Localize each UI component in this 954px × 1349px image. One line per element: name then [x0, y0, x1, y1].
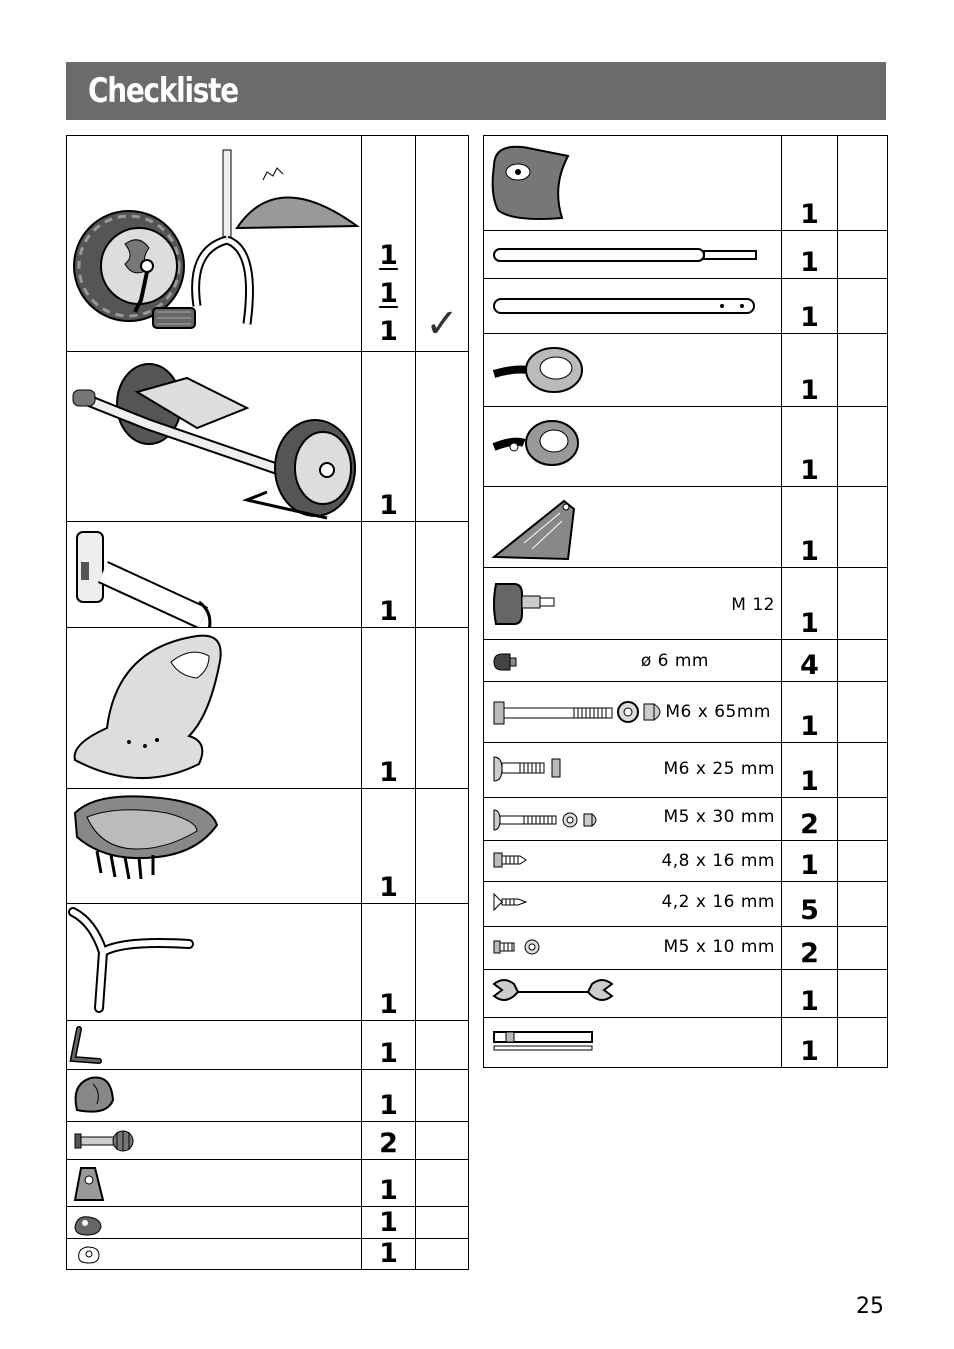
check-cell[interactable] — [416, 1207, 469, 1239]
quantity-value: 1 — [379, 1090, 398, 1121]
quantity-value: 1 — [379, 1175, 398, 1206]
table-row — [67, 1207, 469, 1239]
wheel-fork-pedal-fender-icon — [67, 136, 362, 352]
quantity-cell — [782, 682, 838, 743]
mudguard-cap-icon — [484, 136, 782, 231]
frame-tube-icon — [67, 522, 362, 628]
quantity-cell — [782, 640, 838, 682]
checklist-table-left — [66, 135, 469, 1270]
table-row — [484, 927, 888, 970]
check-cell[interactable] — [416, 522, 469, 628]
quantity-cell — [362, 1160, 416, 1207]
nut-cover-icon — [67, 1160, 362, 1207]
seat-icon — [67, 628, 362, 789]
quantity-value: 1 — [800, 536, 819, 567]
handlebar-icon — [67, 904, 362, 1021]
check-cell[interactable] — [838, 334, 888, 407]
table-row — [484, 640, 888, 682]
part-spec: ø 6 mm — [640, 651, 709, 671]
check-cell[interactable] — [838, 970, 888, 1018]
quantity-value: 2 — [800, 938, 819, 969]
table-row — [484, 231, 888, 279]
quantity-value: 4 — [800, 650, 819, 681]
quantity-cell — [362, 628, 416, 789]
part-spec: M6 x 65mm — [665, 702, 771, 722]
quantity-cell — [782, 487, 838, 568]
quantity-value: 1 — [379, 989, 398, 1020]
quantity-value: 1 — [379, 316, 398, 347]
quantity-cell — [782, 798, 838, 841]
quantity-value: 1 — [800, 302, 819, 333]
part-spec: M5 x 30 mm — [663, 807, 775, 827]
quantity-value: 1 — [379, 596, 398, 627]
check-cell[interactable] — [838, 882, 888, 927]
long-bolt-washer-nut-icon — [484, 682, 782, 743]
quantity-cell — [782, 882, 838, 927]
check-cell[interactable] — [838, 682, 888, 743]
quantity-cell — [782, 841, 838, 882]
quantity-value: 1 — [800, 375, 819, 406]
quantity-cell — [782, 743, 838, 798]
page-title: Checkliste — [88, 71, 238, 111]
table-row — [484, 487, 888, 568]
table-row — [484, 882, 888, 927]
cap-icon — [67, 1070, 362, 1122]
quantity-cell — [782, 927, 838, 970]
quantity-value: 5 — [800, 895, 819, 926]
check-cell[interactable] — [838, 279, 888, 334]
table-row — [484, 682, 888, 743]
check-cell[interactable] — [838, 136, 888, 231]
table-row — [67, 1021, 469, 1070]
check-cell[interactable] — [838, 407, 888, 487]
short-bolt-washer-icon — [484, 927, 782, 970]
check-cell[interactable] — [416, 352, 469, 522]
table-row — [484, 279, 888, 334]
quantity-value: 2 — [800, 809, 819, 840]
clip-icon — [67, 1021, 362, 1070]
check-cell[interactable] — [838, 1018, 888, 1068]
check-cell[interactable] — [838, 798, 888, 841]
knob-bolt-icon — [484, 568, 782, 640]
quantity-cell — [782, 970, 838, 1018]
checklist-table-right — [483, 135, 888, 1068]
check-cell[interactable] — [838, 841, 888, 882]
basket-icon — [67, 789, 362, 904]
page-number: 25 — [856, 1294, 884, 1319]
quantity-value: 1 — [800, 608, 819, 639]
quantity-value: 1 — [379, 1238, 398, 1269]
quantity-value: 1 — [800, 455, 819, 486]
table-row — [67, 352, 469, 522]
quantity-value: 1 — [379, 1207, 398, 1238]
rear-axle-frame-icon — [67, 352, 362, 522]
part-spec: M 12 — [731, 595, 775, 615]
quantity-value: 2 — [379, 1128, 398, 1159]
table-row — [484, 136, 888, 231]
small-clamp-icon — [67, 1207, 362, 1239]
quantity-cell — [362, 789, 416, 904]
quantity-value: 1 — [800, 247, 819, 278]
quantity-cell — [362, 136, 416, 352]
check-cell[interactable] — [838, 487, 888, 568]
check-cell[interactable] — [416, 1021, 469, 1070]
table-row — [484, 841, 888, 882]
quantity-value: 1 — [379, 1038, 398, 1069]
quantity-cell — [362, 904, 416, 1021]
quantity-value: 1 — [379, 490, 398, 521]
quantity-cell — [782, 1018, 838, 1068]
table-row — [484, 798, 888, 841]
carriage-bolt-nut-icon — [484, 743, 782, 798]
quantity-cell — [362, 1070, 416, 1122]
table-row — [67, 1122, 469, 1160]
quantity-value: 1 — [800, 986, 819, 1017]
part-spec: 4,2 x 16 mm — [661, 892, 775, 912]
check-cell[interactable] — [416, 1070, 469, 1122]
check-cell[interactable] — [838, 640, 888, 682]
bolt-washer-nut-icon — [484, 798, 782, 841]
check-cell[interactable] — [416, 1239, 469, 1270]
quantity-value: 1 — [800, 766, 819, 797]
countersunk-screw-icon — [484, 882, 782, 927]
quantity-value: 1 — [800, 711, 819, 742]
quantity-cell — [362, 522, 416, 628]
wrench-icon — [484, 970, 782, 1018]
page-header — [66, 62, 886, 120]
push-bar-holes-icon — [484, 279, 782, 334]
quantity-cell — [782, 568, 838, 640]
check-cell[interactable] — [416, 789, 469, 904]
check-cell[interactable] — [838, 568, 888, 640]
quantity-cell — [362, 1122, 416, 1160]
quantity-value: 1 — [800, 1036, 819, 1067]
table-row — [484, 334, 888, 407]
check-mark-icon: ✓ — [425, 301, 459, 347]
hex-screw-icon — [484, 841, 782, 882]
quantity-cell — [362, 1207, 416, 1239]
footrest-icon — [484, 487, 782, 568]
quantity-cell — [362, 1239, 416, 1270]
quantity-cell — [782, 334, 838, 407]
part-spec: M6 x 25 mm — [663, 759, 775, 779]
quantity-cell — [782, 136, 838, 231]
quantity-value: 1 — [800, 199, 819, 230]
check-cell[interactable] — [838, 231, 888, 279]
handle-loop-icon — [484, 334, 782, 407]
rivet-icon — [484, 640, 782, 682]
check-cell[interactable] — [416, 904, 469, 1021]
part-spec: M5 x 10 mm — [663, 937, 775, 957]
check-cell[interactable] — [416, 136, 469, 352]
table-row — [67, 136, 469, 352]
table-row — [67, 1239, 469, 1270]
table-row — [484, 970, 888, 1018]
small-cap-icon — [67, 1239, 362, 1270]
push-bar-icon — [484, 231, 782, 279]
axle-pin-icon — [67, 1122, 362, 1160]
table-row — [67, 904, 469, 1021]
check-cell[interactable] — [416, 1122, 469, 1160]
part-spec: 4,8 x 16 mm — [661, 851, 775, 871]
table-row — [484, 743, 888, 798]
quantity-value: 1 — [379, 278, 398, 309]
quantity-cell — [782, 231, 838, 279]
quantity-cell — [782, 279, 838, 334]
socket-wrench-icon — [484, 1018, 782, 1068]
quantity-value: 1 — [379, 872, 398, 903]
quantity-value: 1 — [379, 240, 398, 271]
quantity-cell — [362, 352, 416, 522]
table-row — [484, 568, 888, 640]
table-row — [67, 789, 469, 904]
check-cell[interactable] — [838, 743, 888, 798]
quantity-value: 1 — [800, 850, 819, 881]
table-row — [67, 1160, 469, 1207]
quantity-value: 1 — [379, 757, 398, 788]
handle-clamp-icon — [484, 407, 782, 487]
table-row — [67, 522, 469, 628]
quantity-cell — [782, 407, 838, 487]
table-row — [67, 1070, 469, 1122]
table-row — [484, 1018, 888, 1068]
check-cell[interactable] — [838, 927, 888, 970]
check-cell[interactable] — [416, 628, 469, 789]
table-row — [484, 407, 888, 487]
check-cell[interactable] — [416, 1160, 469, 1207]
quantity-cell — [362, 1021, 416, 1070]
table-row — [67, 628, 469, 789]
